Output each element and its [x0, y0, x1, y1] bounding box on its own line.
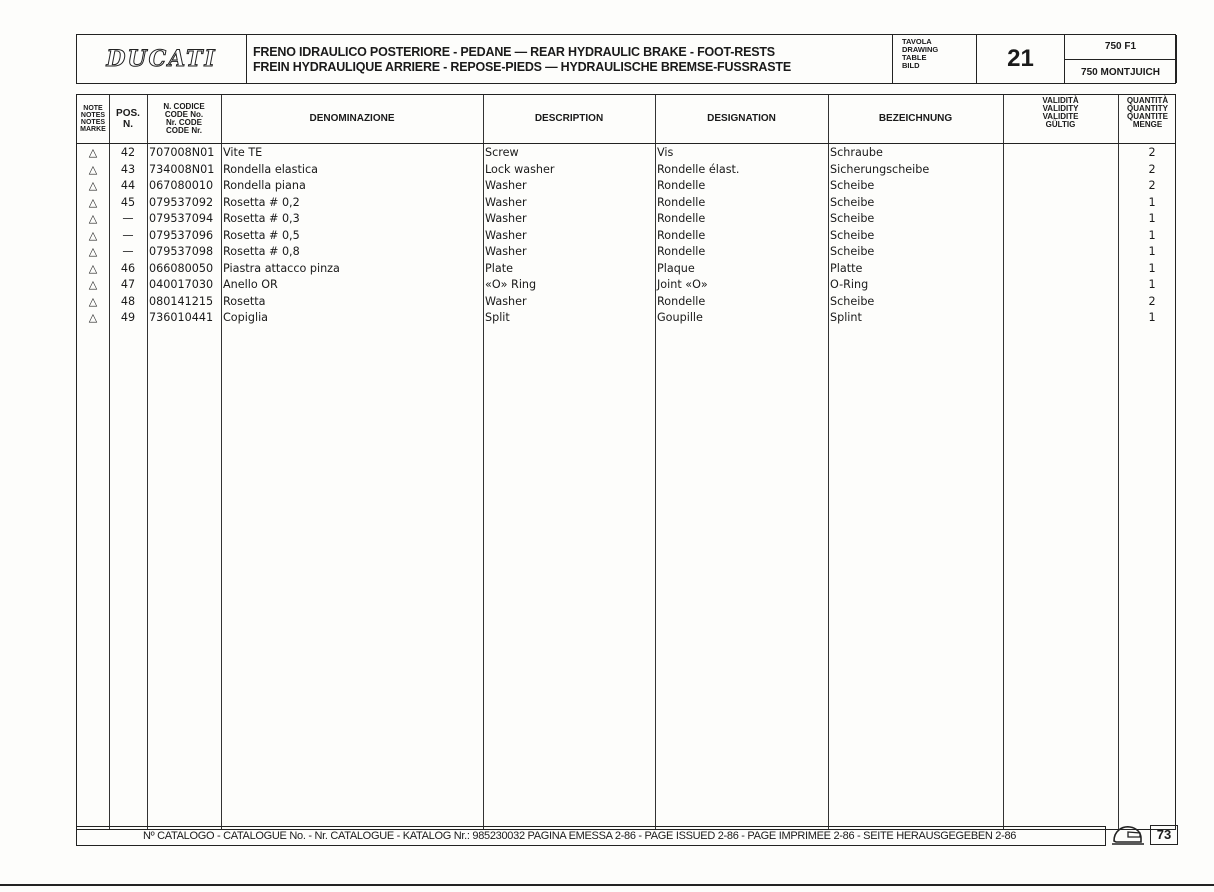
cell-note: △	[88, 195, 98, 209]
table-row	[77, 261, 1175, 278]
cell-note: △	[88, 294, 98, 308]
cell-qty: 2	[1148, 294, 1156, 308]
cell-den: Rosetta # 0,5	[223, 228, 300, 242]
cell-desc: Washer	[485, 294, 527, 308]
drawing-label	[893, 35, 977, 83]
header-bezeichnung: BEZEICHNUNG	[878, 113, 953, 124]
cell-qty: 1	[1148, 245, 1156, 258]
header-designation: DESIGNATION	[707, 113, 776, 124]
header-description: DESCRIPTION	[534, 113, 604, 124]
header-note: NOTE NOTES NOTES MARKE	[80, 105, 106, 133]
cell-pos: 49	[120, 311, 136, 324]
model-box	[1065, 35, 1177, 83]
table-row	[77, 244, 1175, 261]
cell-qty: 2	[1148, 162, 1156, 176]
cell-pos: 48	[120, 294, 136, 308]
cell-code: 079537092	[149, 195, 214, 209]
cell-note: △	[88, 261, 98, 275]
cell-den: Rosetta	[223, 294, 266, 308]
cell-des: Rondelle	[657, 228, 706, 242]
cell-qty: 1	[1148, 311, 1156, 324]
cell-pos: 47	[120, 278, 136, 291]
cell-qty: 1	[1148, 228, 1156, 242]
cell-des: Rondelle	[657, 212, 706, 225]
cell-code: 066080050	[149, 261, 214, 275]
cell-desc: Washer	[485, 228, 527, 242]
cell-desc: Split	[485, 311, 510, 324]
cell-qty: 1	[1148, 195, 1156, 209]
cell-note: △	[88, 228, 98, 242]
cell-note: △	[88, 311, 98, 324]
page-header	[76, 34, 1176, 84]
table-row	[77, 162, 1175, 179]
table-label-fr: TABLE	[902, 53, 927, 62]
cell-den: Anello OR	[223, 278, 278, 291]
cell-des: Goupille	[657, 311, 703, 324]
cell-code: 067080010	[149, 179, 214, 192]
column-headers	[77, 95, 1175, 144]
cell-desc: Washer	[485, 179, 527, 192]
cell-des: Rondelle élast.	[657, 162, 740, 176]
cell-des: Joint «O»	[657, 278, 708, 291]
cell-den: Copiglia	[223, 311, 269, 324]
cell-qty: 2	[1148, 179, 1156, 192]
cell-qty: 1	[1148, 261, 1156, 275]
cell-desc: Plate	[485, 261, 513, 275]
cell-bez: Splint	[830, 311, 862, 324]
cell-den: Rondella piana	[223, 179, 306, 192]
table-row	[77, 294, 1175, 311]
cell-code: 736010441	[149, 311, 214, 324]
cell-qty: 2	[1148, 146, 1156, 159]
cell-desc: Washer	[485, 212, 527, 225]
page-number: 73	[1150, 825, 1178, 845]
table-row	[77, 228, 1175, 245]
header-validity: VALIDITÀ VALIDITY VALIDITE GÜLTIG	[1042, 96, 1079, 129]
table-row	[77, 178, 1175, 195]
bottom-rule	[0, 884, 1214, 886]
model-1: 750 F1	[1065, 35, 1176, 60]
cell-bez: Scheibe	[830, 245, 875, 258]
page-title	[247, 35, 893, 83]
cell-note: △	[88, 179, 98, 192]
cell-bez: Sicherungscheibe	[830, 162, 930, 176]
cell-des: Vis	[657, 146, 674, 159]
cell-des: Rondelle	[657, 294, 706, 308]
cell-note: △	[88, 212, 98, 225]
cell-den: Vite TE	[223, 146, 263, 159]
cell-pos: —	[122, 245, 134, 258]
cell-pos: 45	[120, 195, 136, 209]
cell-note: △	[88, 162, 98, 176]
cell-qty: 1	[1148, 212, 1156, 225]
cell-pos: —	[122, 228, 134, 242]
catalogue-footer: Nº CATALOGO - CATALOGUE No. - Nr. CATALOGUE - KATALOG Nr.: 985230032 PAGINA EMESSA 2-86 - PAGE ISSUED 2-86 - PAGE IMPRIMEE 2-86 - SEITE HERAUSGEGEBEN 2-86	[76, 826, 1106, 846]
drawing-number: 21	[977, 35, 1065, 83]
table-row	[77, 310, 1175, 327]
cell-pos: 46	[120, 261, 136, 275]
cell-qty: 1	[1148, 278, 1156, 291]
table-row	[77, 145, 1175, 162]
cell-code: 707008N01	[149, 146, 215, 159]
cell-desc: Lock washer	[485, 162, 555, 176]
bild-label-de: BILD	[902, 61, 920, 70]
table-row	[77, 195, 1175, 212]
cell-bez: Scheibe	[830, 228, 875, 242]
cell-den: Piastra attacco pinza	[223, 261, 340, 275]
cell-code: 040017030	[149, 278, 214, 291]
cell-note: △	[88, 278, 98, 291]
ducati-logo: DUCATI	[77, 35, 247, 83]
cell-desc: «O» Ring	[485, 278, 537, 291]
cell-code: 734008N01	[149, 162, 215, 176]
drawing-label-en: DRAWING	[902, 45, 939, 54]
cell-den: Rosetta # 0,3	[223, 212, 300, 225]
header-code: N. CODICE CODE No. Nr. CODE CODE Nr.	[163, 102, 205, 135]
model-2: 750 MONTJUICH	[1081, 67, 1160, 78]
cell-code: 080141215	[149, 294, 214, 308]
cell-des: Rondelle	[657, 195, 706, 209]
table-row	[77, 211, 1175, 228]
cell-den: Rondella elastica	[223, 162, 318, 176]
header-pos: POS. N.	[116, 108, 140, 130]
cell-code: 079537094	[149, 212, 214, 225]
cell-pos: —	[122, 212, 134, 225]
cell-pos: 43	[120, 162, 136, 176]
cell-note: △	[88, 245, 98, 258]
cell-bez: Scheibe	[830, 212, 875, 225]
cell-bez: O-Ring	[830, 278, 869, 291]
cell-bez: Scheibe	[830, 294, 875, 308]
cell-den: Rosetta # 0,2	[223, 195, 300, 209]
cell-desc: Washer	[485, 245, 527, 258]
title-line-1: FRENO IDRAULICO POSTERIORE - PEDANE — REAR HYDRAULIC BRAKE - FOOT-RESTS	[253, 45, 775, 59]
cell-pos: 42	[120, 146, 136, 159]
cell-desc: Washer	[485, 195, 527, 209]
cell-note: △	[88, 146, 98, 159]
cell-pos: 44	[120, 179, 136, 192]
cell-bez: Platte	[830, 261, 863, 275]
table-row	[77, 277, 1175, 294]
cell-des: Rondelle	[657, 245, 706, 258]
cell-desc: Screw	[485, 146, 519, 159]
cell-code: 079537098	[149, 245, 214, 258]
cell-bez: Schraube	[830, 146, 883, 159]
cell-bez: Scheibe	[830, 179, 875, 192]
title-line-2: FREIN HYDRAULIQUE ARRIERE - REPOSE-PIEDS — HYDRAULISCHE BREMSE-FUSSRASTE	[253, 60, 791, 74]
cell-des: Plaque	[657, 261, 695, 275]
tavola-label: TAVOLA	[902, 37, 932, 46]
cell-code: 079537096	[149, 228, 214, 242]
cell-des: Rondelle	[657, 179, 706, 192]
header-denominazione: DENOMINAZIONE	[309, 113, 395, 124]
header-quantity: QUANTITÀ QUANTITY QUANTITE MENGE	[1126, 96, 1169, 129]
motorcycle-helmet-icon	[1110, 824, 1146, 846]
cell-bez: Scheibe	[830, 195, 875, 209]
parts-table	[76, 94, 1176, 830]
cell-den: Rosetta # 0,8	[223, 245, 300, 258]
catalogue-page	[76, 34, 1176, 846]
